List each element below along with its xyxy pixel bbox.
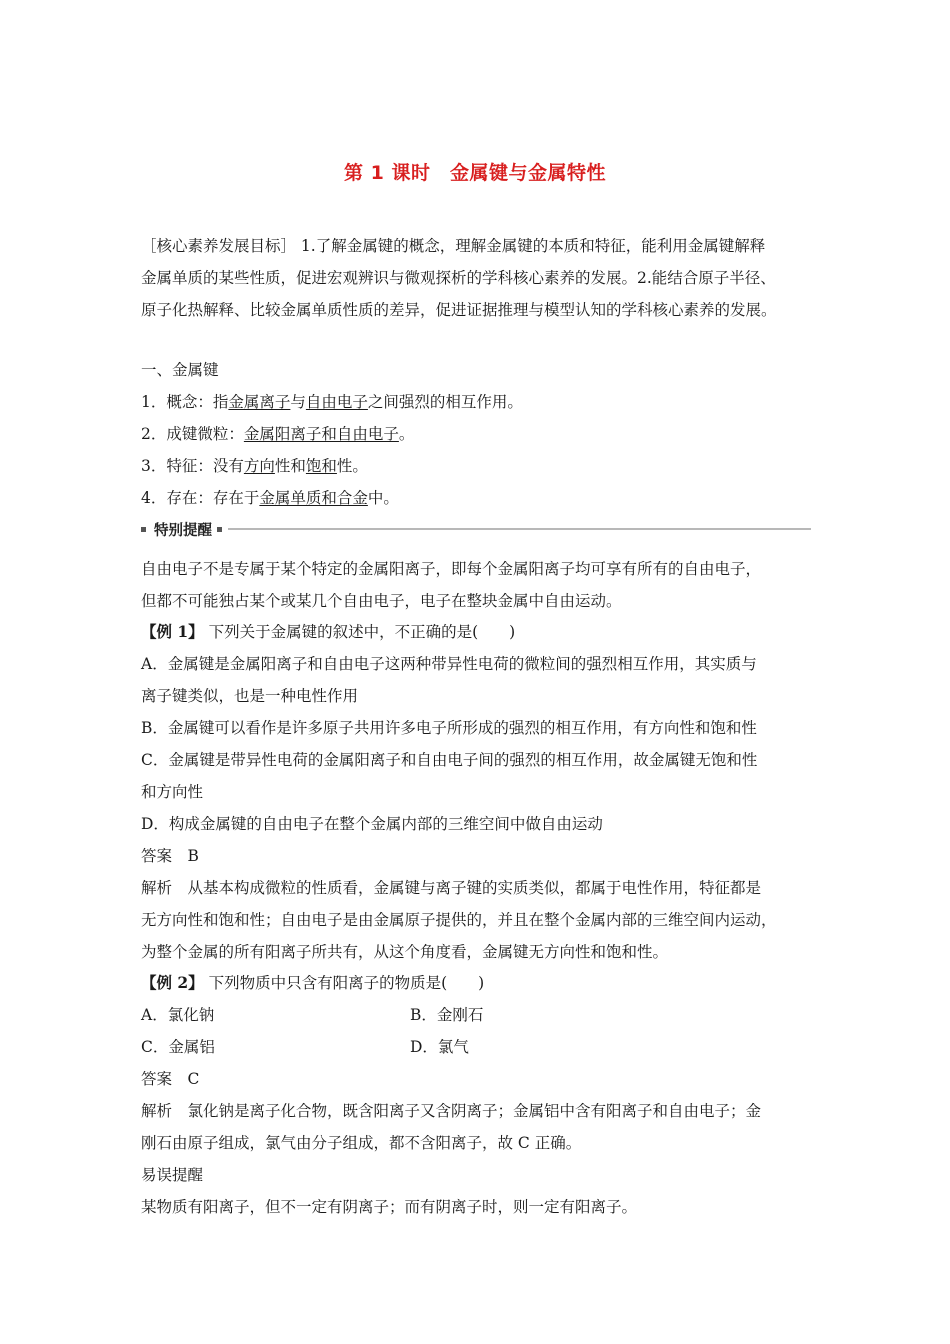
particles-item bbox=[141, 424, 821, 444]
example2-analysis-1: 解析 氯化钠是离子化合物，既含阳离子又含阴离子；金属铝中含有阳离子和自由电子；金 bbox=[141, 1102, 762, 1120]
concept-item bbox=[141, 392, 821, 412]
example1-option-b: B．金属键可以看作是许多原子共用许多电子所形成的强烈的相互作用，有方向性和饱和性 bbox=[141, 719, 757, 737]
existence-suffix: 中。 bbox=[367, 489, 399, 507]
concept-mid: 与 bbox=[290, 393, 306, 411]
tip-line-2: 但都不可能独占某个或某几个自由电子，电子在整块金属中自由运动。 bbox=[141, 592, 622, 610]
example2-option-b: B．金刚石 bbox=[410, 1006, 484, 1024]
mistake-heading: 易误提醒 bbox=[141, 1166, 204, 1184]
goals-line-2: 金属单质的某些性质，促进宏观辨识与微观探析的学科核心素养的发展。2.能结合原子半径、 bbox=[141, 269, 776, 287]
example1-option-d: D．构成金属键的自由电子在整个金属内部的三维空间中做自由运动 bbox=[141, 815, 603, 833]
page-title: 第 1 课时 金属键与金属特性 bbox=[344, 162, 606, 184]
special-tip-label: 特别提醒 bbox=[154, 522, 212, 539]
concept-blank-2: 自由电子 bbox=[305, 393, 368, 411]
example1-option-a-cont: 离子键类似，也是一种电性作用 bbox=[141, 687, 359, 705]
particles-blank: 金属阳离子和自由电子 bbox=[243, 425, 399, 443]
example2-question bbox=[141, 973, 821, 993]
existence-prefix: 4．存在：存在于 bbox=[141, 489, 260, 507]
special-tip-bar bbox=[141, 519, 811, 539]
feature-blank-2: 饱和 bbox=[305, 457, 337, 475]
example1-option-c-cont: 和方向性 bbox=[141, 783, 204, 801]
existence-item bbox=[141, 488, 821, 508]
example2-option-d: D．氯气 bbox=[410, 1038, 469, 1056]
feature-prefix: 3．特征：没有 bbox=[141, 457, 244, 475]
example1-analysis-3: 为整个金属的所有阳离子所共有，从这个角度看，金属键无方向性和饱和性。 bbox=[141, 943, 669, 961]
goals-line-3: 原子化热解释、比较金属单质性质的差异，促进证据推理与模型认知的学科核心素养的发展。 bbox=[141, 301, 777, 319]
example2-analysis-2: 刚石由原子组成，氯气由分子组成，都不含阳离子，故 C 正确。 bbox=[141, 1134, 582, 1152]
example1-question-text: 下列关于金属键的叙述中，不正确的是( ) bbox=[208, 623, 516, 641]
example1-option-c: C．金属键是带异性电荷的金属阳离子和自由电子间的强烈的相互作用，故金属键无饱和性 bbox=[141, 751, 758, 769]
section-heading: 一、金属键 bbox=[141, 361, 219, 379]
example2-label: 【例 2】 bbox=[141, 973, 204, 992]
example2-answer: 答案 C bbox=[141, 1070, 200, 1088]
divider bbox=[228, 528, 811, 530]
example2-question-text: 下列物质中只含有阳离子的物质是( ) bbox=[208, 974, 485, 992]
example2-option-c: C．金属铝 bbox=[141, 1038, 215, 1056]
tip-line-1: 自由电子不是专属于某个特定的金属阳离子，即每个金属阳离子均可享有所有的自由电子， bbox=[141, 560, 762, 578]
mistake-text: 某物质有阳离子，但不一定有阴离子；而有阴离子时，则一定有阳离子。 bbox=[141, 1198, 638, 1216]
square-bullet-icon bbox=[217, 527, 222, 532]
particles-prefix: 2．成键微粒： bbox=[141, 425, 244, 443]
goals-line-1: ［核心素养发展目标］ 1.了解金属键的概念，理解金属键的本质和特征，能利用金属键解释 bbox=[141, 237, 766, 255]
feature-blank-1: 方向 bbox=[243, 457, 275, 475]
example1-option-a: A．金属键是金属阳离子和自由电子这两种带异性电荷的微粒间的强烈相互作用，其实质与 bbox=[141, 655, 757, 673]
feature-suffix: 性。 bbox=[336, 457, 368, 475]
particles-suffix: 。 bbox=[398, 425, 415, 443]
feature-mid: 性和 bbox=[274, 457, 306, 475]
example1-question bbox=[141, 622, 821, 642]
feature-item bbox=[141, 456, 821, 476]
example1-analysis-1: 解析 从基本构成微粒的性质看，金属键与离子键的实质类似，都属于电性作用，特征都是 bbox=[141, 879, 762, 897]
example2-option-a: A．氯化钠 bbox=[141, 1006, 215, 1024]
example1-analysis-2: 无方向性和饱和性；自由电子是由金属原子提供的，并且在整个金属内部的三维空间内运动， bbox=[141, 911, 777, 929]
concept-suffix: 之间强烈的相互作用。 bbox=[367, 393, 523, 411]
concept-blank-1: 金属离子 bbox=[228, 393, 291, 411]
existence-blank: 金属单质和合金 bbox=[259, 489, 368, 507]
concept-prefix: 1．概念：指 bbox=[141, 393, 229, 411]
square-bullet-icon bbox=[141, 527, 146, 532]
example1-label: 【例 1】 bbox=[141, 622, 204, 641]
example1-answer: 答案 B bbox=[141, 847, 199, 865]
